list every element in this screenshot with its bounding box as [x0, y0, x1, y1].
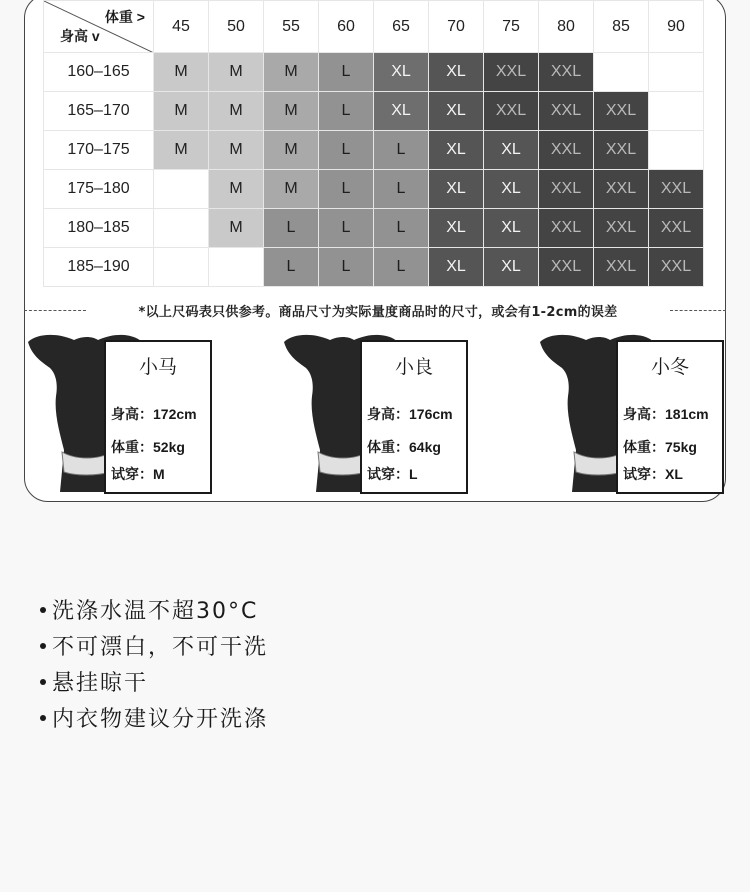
size-cell: M — [209, 209, 264, 248]
size-cell — [209, 248, 264, 287]
size-cell: L — [319, 170, 374, 209]
size-cell: XXL — [649, 170, 704, 209]
size-cell: XL — [429, 131, 484, 170]
size-cell: XXL — [539, 92, 594, 131]
table-row — [44, 209, 704, 248]
model-weight: 体重：64kg — [367, 439, 441, 455]
size-cell: XXL — [649, 209, 704, 248]
size-cell: L — [374, 131, 429, 170]
table-row — [44, 248, 704, 287]
size-cell: XXL — [484, 53, 539, 92]
size-cell: M — [264, 131, 319, 170]
size-cell: XXL — [484, 92, 539, 131]
model-fit-size: 试穿：XL — [623, 466, 683, 482]
model-info-card — [616, 340, 724, 494]
size-cell: XXL — [539, 248, 594, 287]
size-cell: L — [319, 53, 374, 92]
height-axis-label: 身高 v — [60, 28, 100, 44]
model-info-card — [360, 340, 468, 494]
model-fit-size: 试穿：M — [111, 466, 165, 482]
size-cell: M — [264, 170, 319, 209]
size-table — [43, 0, 704, 287]
model-weight: 体重：75kg — [623, 439, 697, 455]
size-cell: XL — [429, 92, 484, 131]
bullet-icon — [40, 643, 46, 649]
height-range: 175–180 — [44, 170, 154, 209]
weight-header: 75 — [484, 1, 539, 53]
size-cell: M — [209, 92, 264, 131]
care-text: 洗涤水温不超30°C — [52, 599, 259, 624]
weight-header: 85 — [594, 1, 649, 53]
size-cell: XXL — [649, 248, 704, 287]
weight-header: 50 — [209, 1, 264, 53]
model-card — [538, 322, 738, 497]
care-item — [40, 594, 268, 630]
size-cell: XXL — [594, 92, 649, 131]
size-cell: XXL — [594, 209, 649, 248]
size-cell: L — [264, 209, 319, 248]
height-range: 170–175 — [44, 131, 154, 170]
size-cell: L — [319, 92, 374, 131]
size-cell: L — [374, 248, 429, 287]
care-text: 内衣物建议分开洗涤 — [52, 707, 269, 732]
model-weight: 体重：52kg — [111, 439, 185, 455]
model-card — [282, 322, 482, 497]
model-name: 小良 — [394, 356, 433, 378]
model-name: 小冬 — [650, 356, 689, 378]
size-cell: XL — [429, 170, 484, 209]
size-cell: L — [264, 248, 319, 287]
care-item — [40, 630, 268, 666]
table-row — [44, 170, 704, 209]
care-text: 不可漂白，不可干洗 — [52, 635, 269, 660]
table-corner — [44, 1, 154, 53]
model-info-card — [104, 340, 212, 494]
dashed-divider — [670, 310, 726, 311]
model-fit-size: 试穿：L — [367, 466, 418, 482]
model-height: 身高：181cm — [623, 406, 709, 422]
size-cell: L — [319, 209, 374, 248]
weight-header-row — [44, 1, 704, 53]
size-cell: XL — [429, 53, 484, 92]
bullet-icon — [40, 679, 46, 685]
care-item — [40, 666, 268, 702]
care-text: 悬挂晾干 — [52, 671, 149, 696]
height-range: 185–190 — [44, 248, 154, 287]
size-cell: XL — [484, 170, 539, 209]
size-cell: M — [154, 53, 209, 92]
table-row — [44, 131, 704, 170]
size-cell: XXL — [594, 131, 649, 170]
size-cell: M — [154, 131, 209, 170]
size-cell: XXL — [594, 170, 649, 209]
size-cell: M — [209, 131, 264, 170]
model-height: 身高：176cm — [367, 406, 453, 422]
care-item — [40, 702, 268, 738]
model-name: 小马 — [138, 356, 177, 378]
size-cell: XXL — [594, 248, 649, 287]
weight-header: 80 — [539, 1, 594, 53]
size-cell: L — [374, 170, 429, 209]
model-card — [26, 322, 226, 497]
size-cell — [649, 53, 704, 92]
size-cell: M — [264, 92, 319, 131]
size-cell — [649, 92, 704, 131]
size-cell: M — [154, 92, 209, 131]
size-cell: XL — [484, 248, 539, 287]
size-cell: XL — [429, 248, 484, 287]
size-cell: XL — [484, 131, 539, 170]
size-cell: L — [319, 131, 374, 170]
table-row — [44, 92, 704, 131]
size-cell: XXL — [539, 53, 594, 92]
care-instructions — [40, 594, 268, 738]
height-range: 180–185 — [44, 209, 154, 248]
size-cell: L — [374, 209, 429, 248]
size-cell: XXL — [539, 131, 594, 170]
size-cell — [649, 131, 704, 170]
height-range: 160–165 — [44, 53, 154, 92]
size-disclaimer — [24, 300, 726, 320]
model-height: 身高：172cm — [111, 406, 197, 422]
size-cell: XXL — [539, 209, 594, 248]
height-range: 165–170 — [44, 92, 154, 131]
disclaimer-text: *以上尺码表只供参考。商品尺寸为实际量度商品时的尺寸，或会有1-2cm的误差 — [138, 305, 618, 320]
weight-header: 70 — [429, 1, 484, 53]
size-cell — [154, 170, 209, 209]
weight-header: 45 — [154, 1, 209, 53]
size-cell: M — [209, 53, 264, 92]
size-cell: M — [209, 170, 264, 209]
size-cell — [154, 248, 209, 287]
bullet-icon — [40, 607, 46, 613]
table-row — [44, 53, 704, 92]
size-cell — [594, 53, 649, 92]
weight-axis-label: 体重 > — [104, 9, 145, 25]
weight-header: 60 — [319, 1, 374, 53]
size-cell: XXL — [539, 170, 594, 209]
size-cell: XL — [374, 92, 429, 131]
dashed-divider — [24, 310, 86, 311]
size-cell: XL — [374, 53, 429, 92]
size-cell: XL — [484, 209, 539, 248]
size-cell: L — [319, 248, 374, 287]
size-cell: XL — [429, 209, 484, 248]
size-cell: M — [264, 53, 319, 92]
weight-header: 65 — [374, 1, 429, 53]
weight-header: 90 — [649, 1, 704, 53]
bullet-icon — [40, 715, 46, 721]
size-cell — [154, 209, 209, 248]
weight-header: 55 — [264, 1, 319, 53]
